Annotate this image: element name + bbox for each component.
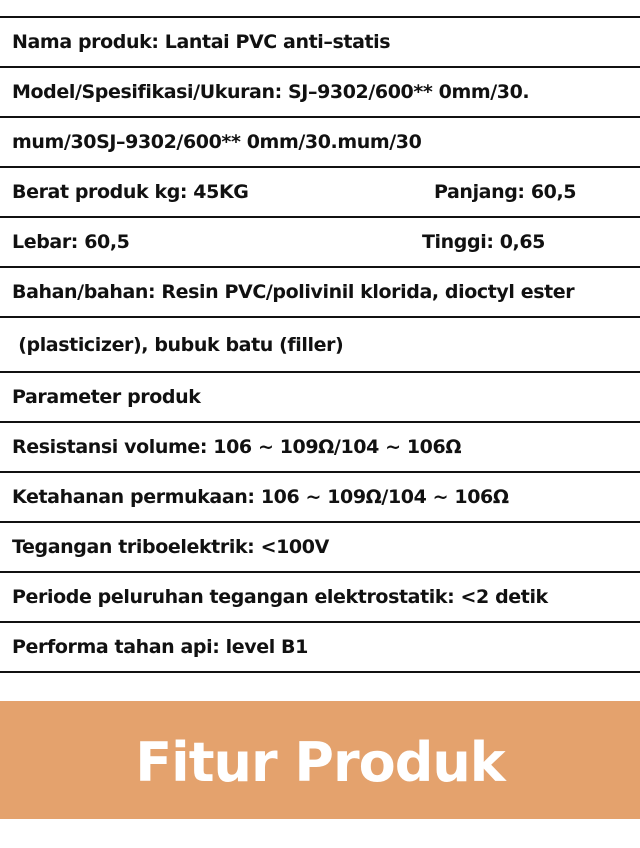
banner-title: Fitur Produk bbox=[135, 730, 505, 794]
bahan-text-line1: Bahan/bahan: Resin PVC/polivinil klorida, dioctyl ester bbox=[12, 281, 575, 303]
spec-row-performa bbox=[0, 621, 640, 673]
panjang-text: Panjang: 60,5 bbox=[434, 181, 577, 203]
resistansi-text: Resistansi volume: 106 ~ 109Ω/104 ~ 106Ω bbox=[12, 436, 462, 458]
spec-row-lebar-tinggi bbox=[0, 216, 640, 266]
spec-row-bahan bbox=[0, 266, 640, 316]
spec-row-bahan-continued bbox=[0, 316, 640, 371]
berat-text: Berat produk kg: 45KG bbox=[12, 181, 249, 203]
bahan-text-line2: (plasticizer), bubuk batu (filler) bbox=[12, 333, 344, 356]
periode-text: Periode peluruhan tegangan elektrostatik: <2 detik bbox=[12, 586, 548, 608]
spec-row-periode bbox=[0, 571, 640, 621]
spec-row-tegangan bbox=[0, 521, 640, 571]
spec-table bbox=[0, 16, 640, 673]
performa-text: Performa tahan api: level B1 bbox=[12, 636, 308, 658]
tegangan-text: Tegangan triboelektrik: <100V bbox=[12, 536, 329, 558]
spec-row-berat-panjang bbox=[0, 166, 640, 216]
spec-row-nama-produk bbox=[0, 16, 640, 66]
lebar-text: Lebar: 60,5 bbox=[12, 231, 130, 253]
spec-row-model-continued bbox=[0, 116, 640, 166]
spec-row-parameter bbox=[0, 371, 640, 421]
model-text-line1: Model/Spesifikasi/Ukuran: SJ–9302/600** 0mm/30. bbox=[12, 81, 530, 103]
parameter-heading: Parameter produk bbox=[12, 386, 201, 408]
nama-produk-text: Nama produk: Lantai PVC anti–statis bbox=[12, 31, 391, 53]
spec-row-resistansi bbox=[0, 421, 640, 471]
spec-row-ketahanan bbox=[0, 471, 640, 521]
ketahanan-text: Ketahanan permukaan: 106 ~ 109Ω/104 ~ 106Ω bbox=[12, 486, 509, 508]
model-text-line2: mum/30SJ–9302/600** 0mm/30.mum/30 bbox=[12, 131, 422, 153]
spec-row-model bbox=[0, 66, 640, 116]
fitur-produk-banner bbox=[0, 701, 640, 819]
tinggi-text: Tinggi: 0,65 bbox=[422, 231, 546, 253]
